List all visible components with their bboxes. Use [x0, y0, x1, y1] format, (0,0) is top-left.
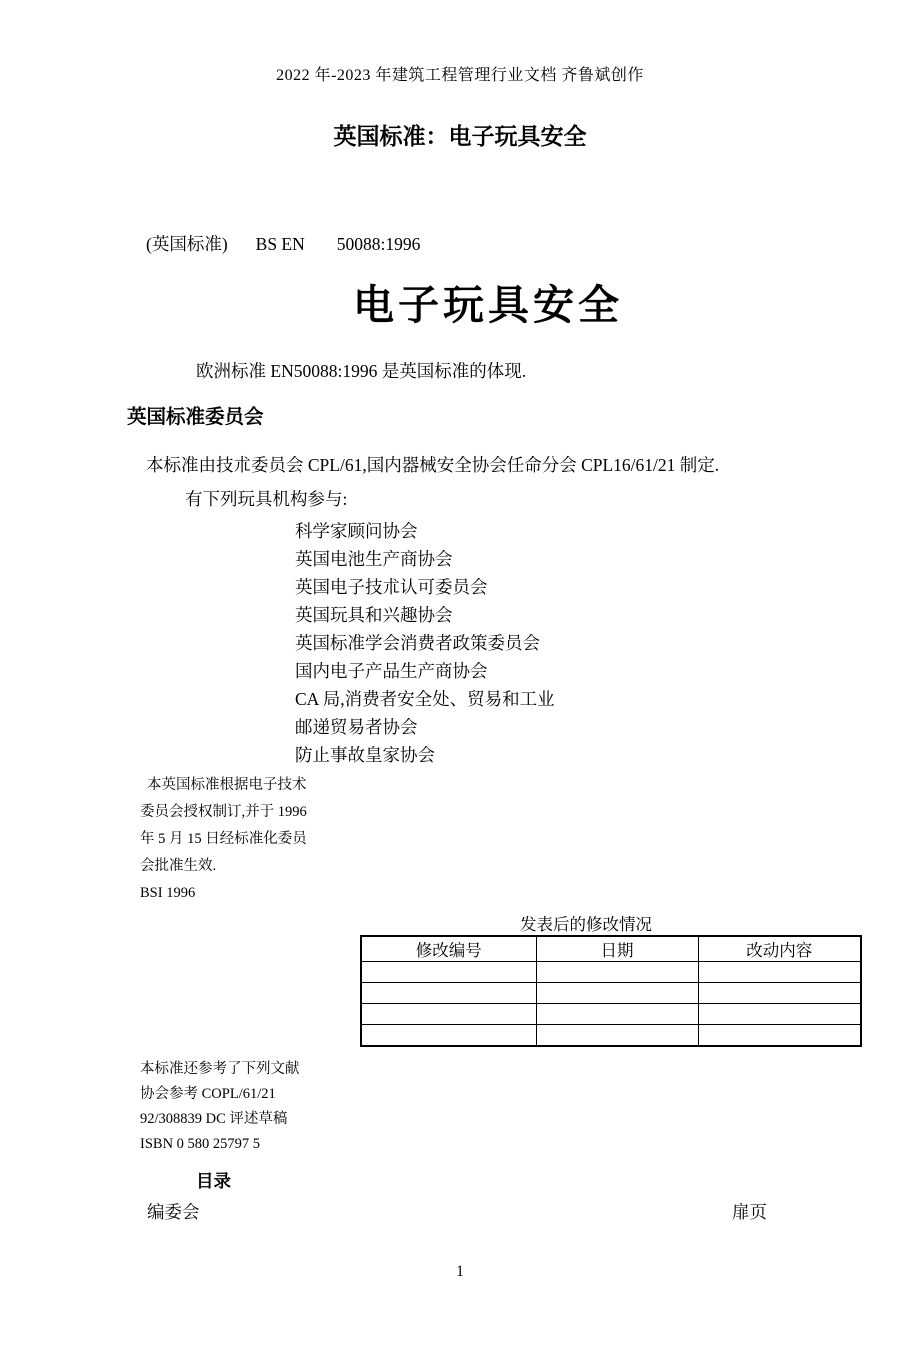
participant-item: 英国电池生产商协会 [295, 549, 453, 569]
designation-code: BS EN [255, 234, 305, 254]
reference-line: ISBN 0 580 25797 5 [140, 1135, 261, 1152]
column-header-amendment-no: 修改编号 [361, 936, 536, 962]
reference-line: 本标准还参考了下列文献 [140, 1060, 300, 1077]
table-empty-cell [361, 983, 536, 1004]
table-empty-row [361, 1025, 861, 1046]
participant-item: 国内电子产品生产商协会 [295, 661, 488, 681]
table-empty-cell [698, 962, 861, 983]
participants-intro: 有下列玩具机构参与: [185, 489, 348, 509]
toc-heading: 目录 [196, 1170, 231, 1191]
table-empty-cell [698, 1004, 861, 1025]
amendments-caption: 发表后的修改情况 [520, 915, 652, 934]
table-empty-cell [361, 962, 536, 983]
toc-entry-row [0, 1199, 920, 1224]
document-page [0, 62, 920, 1364]
table-empty-cell [536, 983, 698, 1004]
participants-list [0, 517, 920, 769]
toc-entry-page: 扉页 [732, 1201, 767, 1222]
page-number: 1 [456, 1263, 464, 1280]
column-header-change-content: 改动内容 [698, 936, 861, 962]
table-header-row [361, 936, 861, 962]
table-empty-cell [536, 1004, 698, 1025]
participant-item: 防止事故皇家协会 [295, 745, 435, 765]
participant-item: 邮递贸易者协会 [295, 717, 418, 737]
participant-item: 科学家顾问协会 [295, 521, 418, 541]
side-note-line: BSI 1996 [140, 885, 196, 901]
table-empty-row [361, 962, 861, 983]
column-header-date: 日期 [536, 936, 698, 962]
committee-heading: 英国标准委员会 [127, 407, 264, 428]
reference-line: 协会参考 COPL/61/21 [140, 1085, 276, 1102]
table-empty-cell [361, 1004, 536, 1025]
standard-subtitle: 欧洲标准 EN50088:1996 是英国标准的体现. [196, 361, 527, 381]
side-note [0, 772, 920, 907]
participant-item: 英国玩具和兴趣协会 [295, 605, 453, 625]
participant-item: 英国电子技朮认可委员会 [295, 577, 488, 597]
references-block [0, 1057, 920, 1157]
side-note-line: 年 5 月 15 日经标准化委员 [140, 831, 307, 847]
participant-item: 英国标准学会消费者政策委员会 [295, 633, 540, 653]
table-empty-row [361, 983, 861, 1004]
table-empty-cell [698, 1025, 861, 1046]
table-empty-cell [361, 1025, 536, 1046]
toc-entry-label: 编委会 [147, 1201, 200, 1222]
reference-line: 92/308839 DC 评述草稿 [140, 1110, 288, 1127]
table-empty-cell [698, 983, 861, 1004]
table-empty-cell [536, 962, 698, 983]
side-note-line: 会批准生效. [140, 858, 217, 874]
designation-prefix: (英国标准) [146, 234, 228, 254]
table-empty-cell [536, 1025, 698, 1046]
side-note-line: 本英国标准根据电子技术 [147, 777, 307, 793]
participant-item: CA 局,消费者安全处、贸易和工业 [295, 689, 555, 709]
standard-main-title: 电子玩具安全 [353, 282, 623, 328]
designation-number: 50088:1996 [336, 234, 421, 254]
standard-designation-line [0, 231, 920, 256]
amendments-table [360, 935, 862, 1047]
side-note-line: 委员会授权制订,并于 1996 [140, 804, 307, 820]
committee-paragraph: 本标准由技朮委员会 CPL/61,国内器械安全协会任命分会 CPL16/61/21 制定. [146, 455, 720, 475]
document-header-note: 2022 年-2023 年建筑工程管理行业文档 齐鲁斌创作 [276, 67, 644, 84]
document-title: 英国标准：电子玩具安全 [333, 124, 587, 149]
table-empty-row [361, 1004, 861, 1025]
